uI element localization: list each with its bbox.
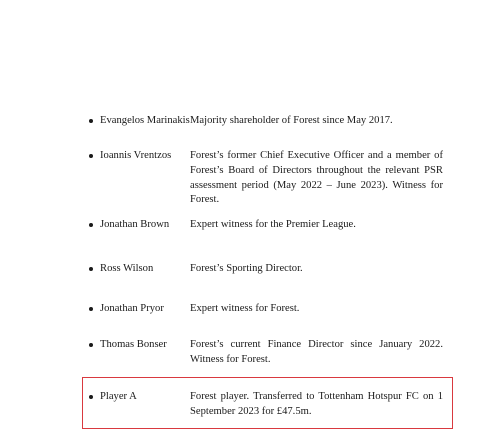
- person-description: Forest player. Transferred to Tottenham Hotspur FC on 1 September 2023 for £47.5m.: [190, 391, 443, 417]
- person-name: Evangelos Marinakis: [100, 115, 190, 126]
- highlight-box: [82, 377, 453, 429]
- person-name: Jonathan Pryor: [100, 303, 164, 314]
- person-description: Forest’s former Chief Executive Officer and a member of Forest’s Board of Directors throughout the relevant PSR assessment period (May 2022 – June 2023). Witness for Forest.: [190, 150, 443, 206]
- person-description: Forest’s Sporting Director.: [190, 263, 303, 274]
- bullet-icon: [89, 343, 93, 347]
- person-name: Player A: [100, 391, 137, 402]
- bullet-icon: [89, 223, 93, 227]
- bullet-icon: [89, 154, 93, 158]
- person-name: Ross Wilson: [100, 263, 154, 274]
- bullet-icon: [89, 119, 93, 123]
- person-description: Expert witness for Forest.: [190, 303, 300, 314]
- person-description: Majority shareholder of Forest since May 2017.: [190, 115, 393, 126]
- bullet-icon: [89, 267, 93, 271]
- bullet-icon: [89, 307, 93, 311]
- person-description: Forest’s current Finance Director since January 2022. Witness for Forest.: [190, 339, 443, 365]
- person-name: Thomas Bonser: [100, 339, 167, 350]
- person-name: Jonathan Brown: [100, 219, 170, 230]
- person-name: Ioannis Vrentzos: [100, 150, 172, 161]
- person-description: Expert witness for the Premier League.: [190, 219, 356, 230]
